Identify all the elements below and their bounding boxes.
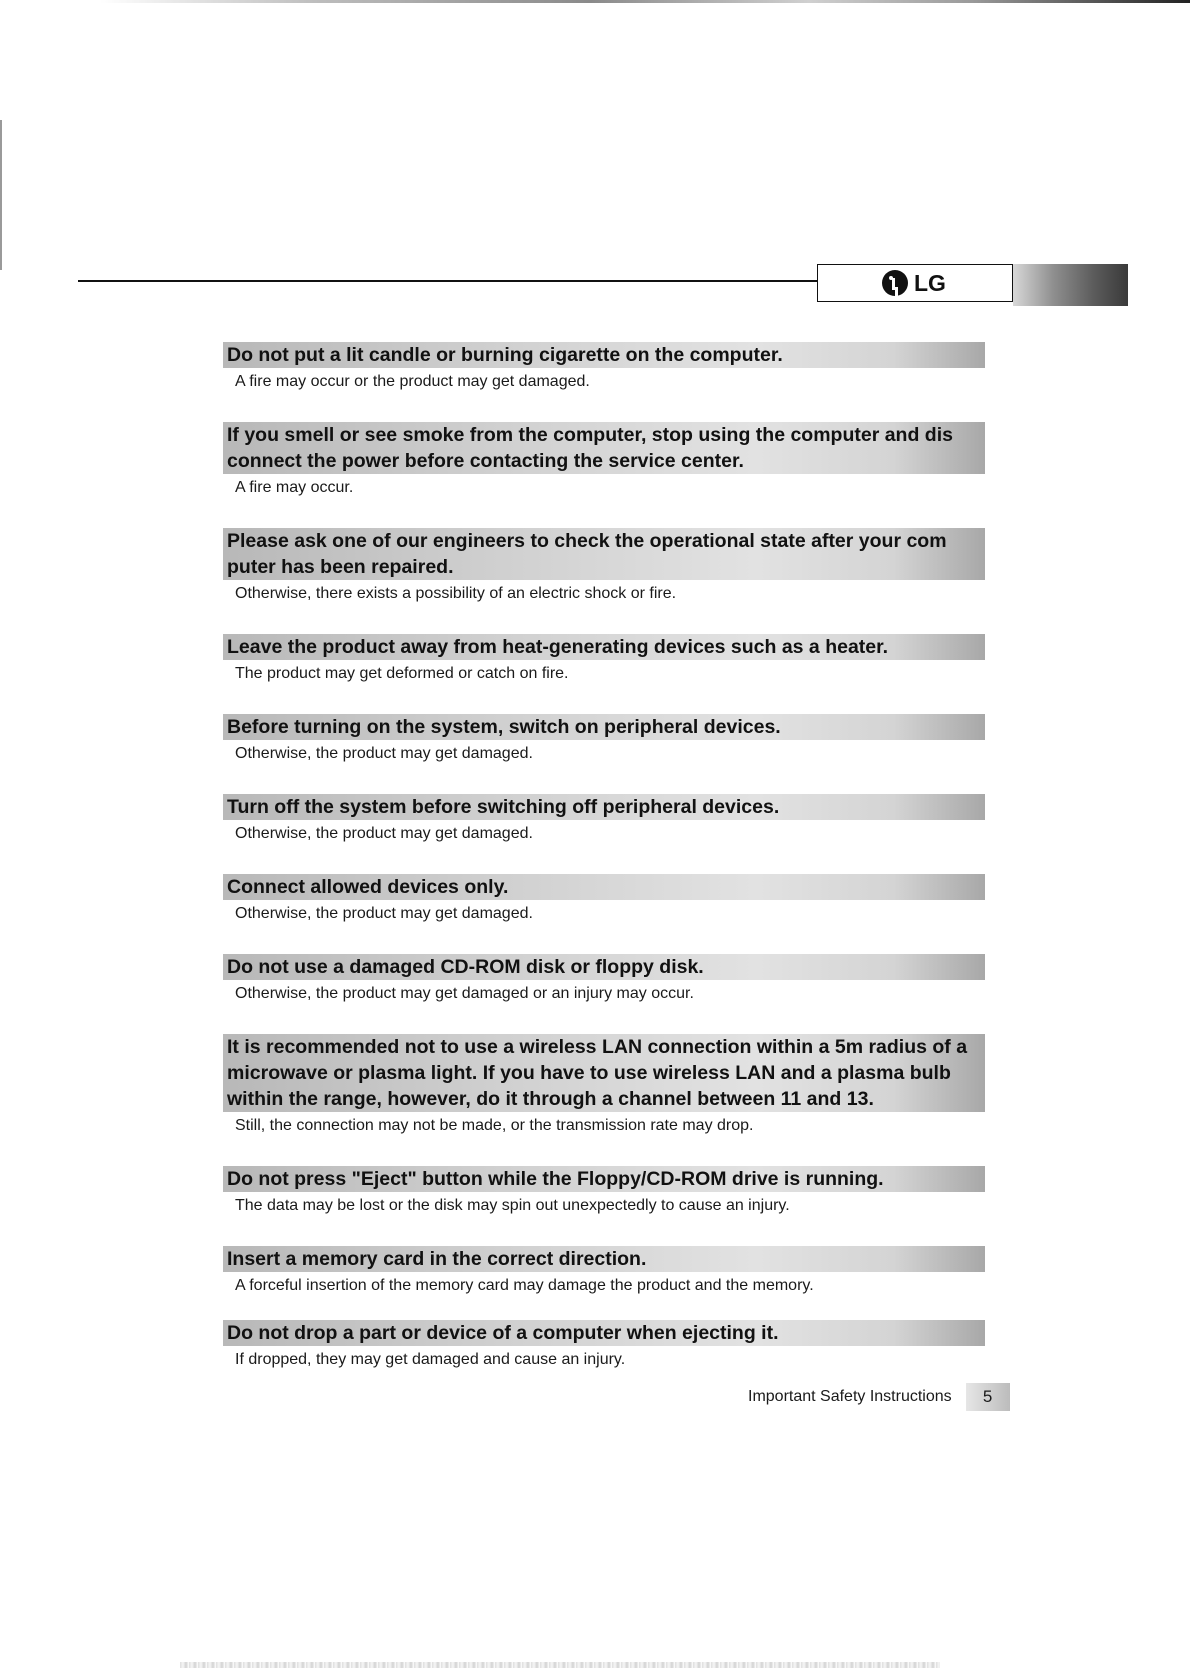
- instruction-description: A fire may occur.: [235, 479, 354, 496]
- instruction-item: [223, 954, 985, 1006]
- instruction-description: A forceful insertion of the memory card may damage the product and the memory.: [235, 1277, 814, 1294]
- scan-border-top: [100, 0, 1190, 3]
- brand-name: LG: [914, 270, 946, 296]
- header-rule: [78, 280, 818, 282]
- instruction-item: [223, 422, 985, 500]
- brand-logo-box: [817, 264, 1013, 302]
- instruction-description: Otherwise, the product may get damaged or an injury may occur.: [235, 985, 694, 1002]
- instruction-item: [223, 874, 985, 926]
- instruction-item: [223, 634, 985, 686]
- instruction-item: [223, 342, 985, 394]
- instruction-heading: Insert a memory card in the correct direction.: [223, 1246, 985, 1272]
- instruction-description: A fire may occur or the product may get damaged.: [235, 373, 590, 390]
- instruction-heading: Turn off the system before switching off peripheral devices.: [223, 794, 985, 820]
- instruction-heading: Please ask one of our engineers to check the operational state after your com puter has been repaired.: [223, 528, 985, 580]
- instruction-item: [223, 1246, 985, 1298]
- instruction-item: [223, 1320, 985, 1372]
- instruction-heading: Do not put a lit candle or burning cigarette on the computer.: [223, 342, 985, 368]
- instruction-heading: Do not use a damaged CD-ROM disk or floppy disk.: [223, 954, 985, 980]
- instruction-heading: It is recommended not to use a wireless LAN connection within a 5m radius of a microwave or plasma light. If you have to use wireless LAN and a plasma bulb within the range, however, do it through a channel between 11 and 13.: [223, 1034, 985, 1112]
- instruction-heading: Do not press "Eject" button while the Floppy/CD-ROM drive is running.: [223, 1166, 985, 1192]
- instruction-item: [223, 528, 985, 606]
- page-footer: [748, 1383, 1010, 1411]
- instruction-description: Otherwise, the product may get damaged.: [235, 825, 533, 842]
- instruction-description: Otherwise, the product may get damaged.: [235, 745, 533, 762]
- instruction-item: [223, 714, 985, 766]
- instruction-description: The product may get deformed or catch on fire.: [235, 665, 569, 682]
- page-number: 5: [966, 1383, 1010, 1411]
- header-gradient-tab: [1013, 264, 1128, 306]
- instruction-description: Otherwise, there exists a possibility of an electric shock or fire.: [235, 585, 677, 602]
- instruction-heading: Connect allowed devices only.: [223, 874, 985, 900]
- instruction-description: If dropped, they may get damaged and cause an injury.: [235, 1351, 626, 1368]
- instruction-item: [223, 1166, 985, 1218]
- instruction-description: Still, the connection may not be made, or the transmission rate may drop.: [235, 1117, 754, 1134]
- instruction-item: [223, 794, 985, 846]
- instruction-description: Otherwise, the product may get damaged.: [235, 905, 533, 922]
- instruction-item: [223, 1034, 985, 1138]
- scan-border-left: [0, 120, 2, 270]
- safety-instructions-list: [223, 342, 985, 1400]
- instruction-description: The data may be lost or the disk may spin out unexpectedly to cause an injury.: [235, 1197, 790, 1214]
- instruction-heading: Leave the product away from heat-generating devices such as a heater.: [223, 634, 985, 660]
- instruction-heading: If you smell or see smoke from the computer, stop using the computer and dis connect the power before contacting the service center.: [223, 422, 985, 474]
- instruction-heading: Do not drop a part or device of a computer when ejecting it.: [223, 1320, 985, 1346]
- instruction-heading: Before turning on the system, switch on peripheral devices.: [223, 714, 985, 740]
- footer-section-title: Important Safety Instructions: [748, 1388, 952, 1405]
- scan-border-bottom: [180, 1662, 940, 1668]
- lg-logo-icon: [882, 270, 908, 296]
